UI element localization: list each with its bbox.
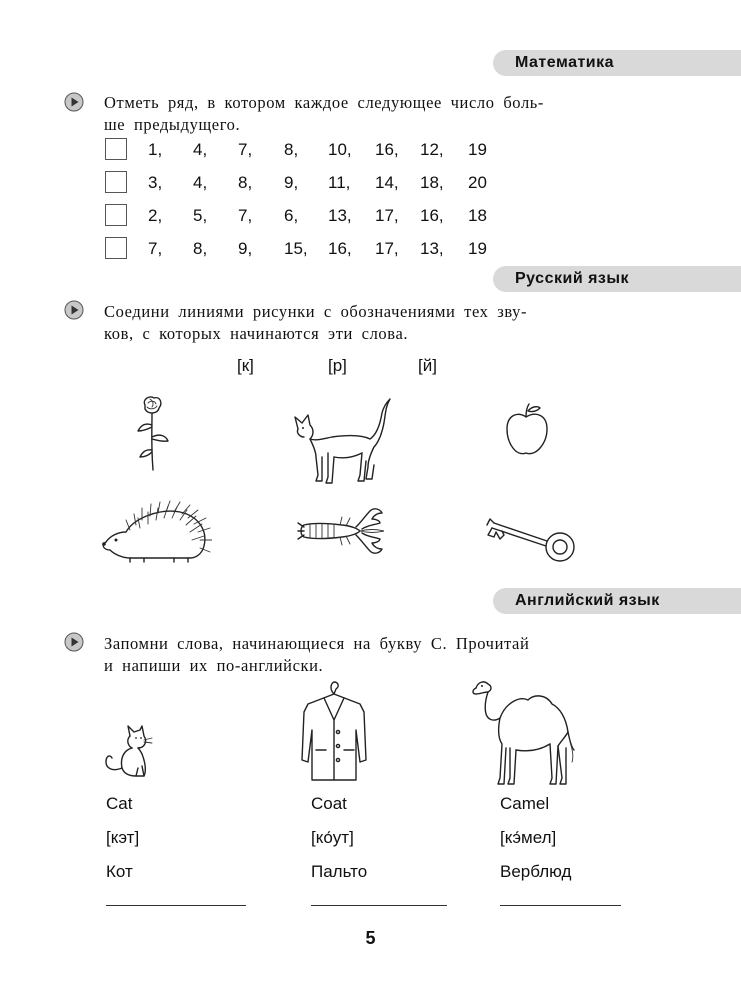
number-row <box>105 169 127 195</box>
number-row <box>105 235 127 261</box>
key-picture[interactable] <box>484 513 580 563</box>
word-camel-ru: Верблюд <box>500 862 572 881</box>
math-task-line-1: Отметь ряд, в котором каждое следующее число боль- <box>104 93 544 112</box>
row-number: 12, <box>420 140 444 159</box>
row-number: 7, <box>238 206 253 225</box>
number-row <box>105 202 127 228</box>
word-cat-transcription: [кэт] <box>106 828 140 847</box>
camel-picture <box>470 678 576 788</box>
answer-line-coat[interactable] <box>311 905 447 906</box>
row-number: 6, <box>284 206 299 225</box>
row-number: 9, <box>238 239 253 258</box>
number-row <box>105 136 127 162</box>
row-number: 7, <box>148 239 163 258</box>
word-camel-transcription: [кэ́мел] <box>500 828 557 847</box>
play-bullet-icon <box>64 92 84 112</box>
row-checkbox[interactable] <box>105 138 127 160</box>
row-number: 18 <box>468 206 487 225</box>
play-bullet-icon <box>64 300 84 320</box>
page-number: 5 <box>365 928 376 948</box>
row-number: 2, <box>148 206 163 225</box>
row-number: 1, <box>148 140 163 159</box>
row-number: 4, <box>193 173 208 192</box>
word-cat-ru: Кот <box>106 862 133 881</box>
row-number: 9, <box>284 173 299 192</box>
math-section-title: Математика <box>515 54 615 71</box>
sound-j-label[interactable]: [й] <box>418 356 437 375</box>
word-camel-en: Camel <box>500 794 550 813</box>
row-number: 7, <box>238 140 253 159</box>
row-number: 3, <box>148 173 163 192</box>
row-number: 16, <box>420 206 444 225</box>
coat-picture <box>300 680 368 784</box>
row-number: 16, <box>375 140 399 159</box>
word-coat-ru: Пальто <box>311 862 368 881</box>
english-task-line-2: и напиши их по-английски. <box>104 656 324 675</box>
play-bullet-icon <box>64 632 84 652</box>
word-cat-en: Cat <box>106 794 133 813</box>
row-number: 19 <box>468 239 487 258</box>
hedgehog-picture[interactable] <box>100 498 212 564</box>
russian-section-header <box>493 266 741 292</box>
row-number: 16, <box>328 239 352 258</box>
row-number: 11, <box>328 173 351 192</box>
math-section-header <box>493 50 741 76</box>
row-number: 18, <box>420 173 444 192</box>
row-number: 8, <box>284 140 299 159</box>
row-checkbox[interactable] <box>105 171 127 193</box>
row-number: 10, <box>328 140 352 159</box>
row-number: 19 <box>468 140 487 159</box>
russian-task-line-2: ков, с которых начинаются эти слова. <box>104 324 409 343</box>
english-section-title: Английский язык <box>515 592 660 609</box>
row-number: 17, <box>375 206 399 225</box>
sound-k-label[interactable]: [к] <box>237 356 254 375</box>
row-number: 14, <box>375 173 399 192</box>
answer-line-cat[interactable] <box>106 905 246 906</box>
row-number: 17, <box>375 239 399 258</box>
rose-picture[interactable] <box>130 395 174 473</box>
word-coat-transcription: [ко́ут] <box>311 828 354 847</box>
row-number: 4, <box>193 140 208 159</box>
russian-section-title: Русский язык <box>515 270 630 287</box>
cat-picture <box>100 724 154 780</box>
row-checkbox[interactable] <box>105 237 127 259</box>
apple-picture[interactable] <box>504 403 550 459</box>
english-section-header <box>493 588 741 614</box>
row-number: 8, <box>238 173 253 192</box>
row-number: 8, <box>193 239 208 258</box>
crayfish-picture[interactable] <box>296 505 384 557</box>
russian-task-line-1: Соедини линиями рисунки с обозначениями тех зву- <box>104 302 528 321</box>
math-task-line-2: ше предыдущего. <box>104 115 241 134</box>
answer-line-camel[interactable] <box>500 905 621 906</box>
sound-r-label[interactable]: [р] <box>328 356 347 375</box>
row-checkbox[interactable] <box>105 204 127 226</box>
row-number: 15, <box>284 239 308 258</box>
row-number: 13, <box>420 239 444 258</box>
row-number: 13, <box>328 206 352 225</box>
word-coat-en: Coat <box>311 794 347 813</box>
row-number: 20 <box>468 173 487 192</box>
english-task-line-1: Запомни слова, начинающиеся на букву С. Прочитай <box>104 634 530 653</box>
row-number: 5, <box>193 206 208 225</box>
cat-picture[interactable] <box>292 395 392 487</box>
